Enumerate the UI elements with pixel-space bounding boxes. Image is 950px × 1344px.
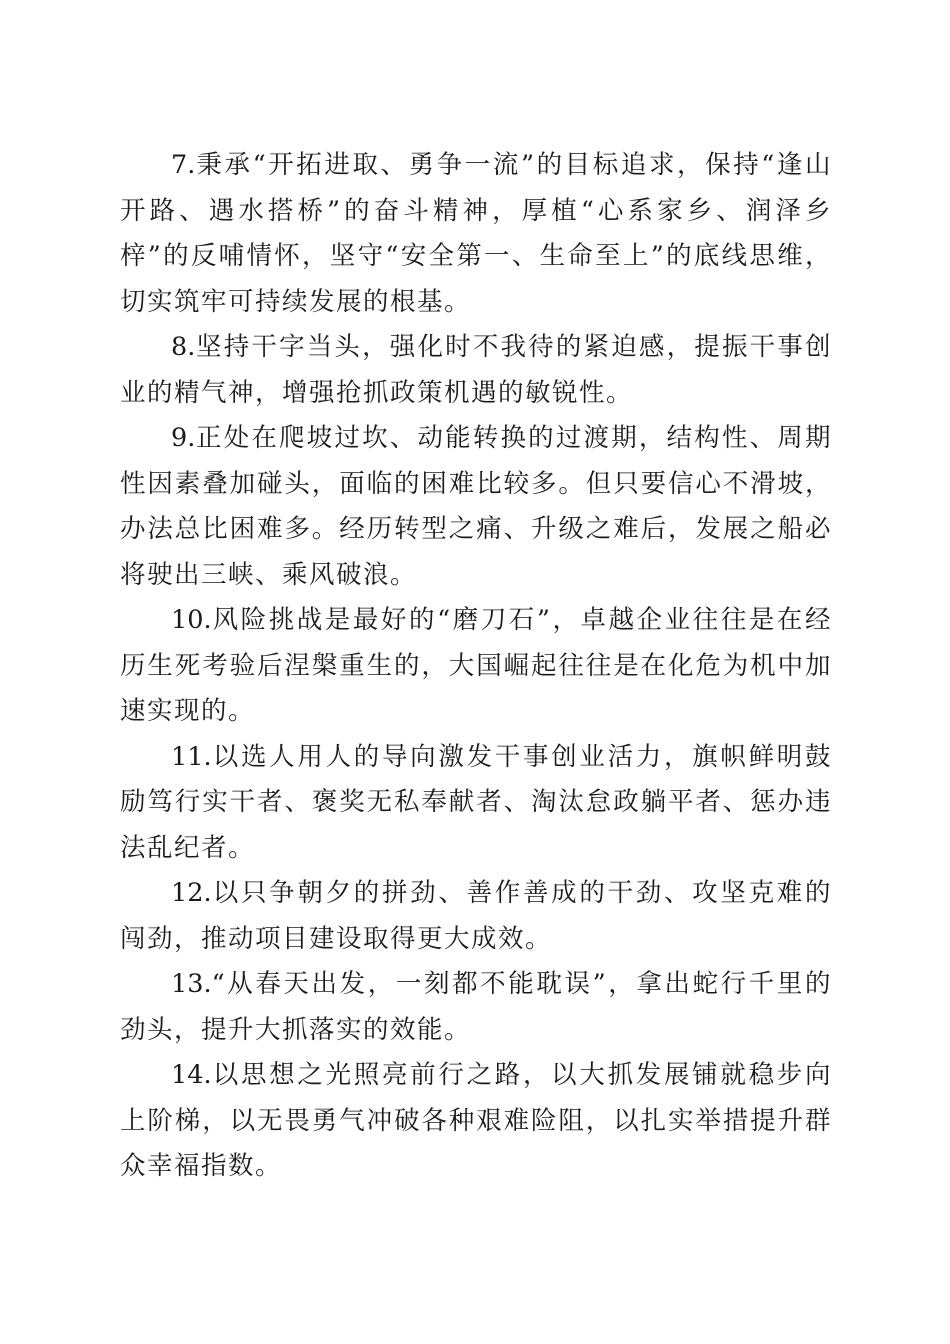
document-body — [120, 143, 832, 1190]
paragraph-text: 坚持干字当头，强化时不我待的紧迫感，提振干事创业的精气神，增强抢抓政策机遇的敏锐性。 — [120, 332, 832, 408]
paragraph-9 — [120, 416, 832, 598]
paragraph-text: 以只争朝夕的拼劲、善作善成的干劲、攻坚克难的闯劲，推动项目建设取得更大成效。 — [120, 878, 832, 954]
paragraph-11 — [120, 735, 832, 872]
paragraph-14 — [120, 1053, 832, 1190]
paragraph-text: 以选人用人的导向激发干事创业活力，旗帜鲜明鼓励笃行实干者、褒奖无私奉献者、淘汰怠政躺平者、惩办违法乱纪者。 — [120, 741, 832, 863]
paragraph-7 — [120, 143, 832, 325]
paragraph-number: 14. — [171, 1060, 212, 1090]
paragraph-number: 12. — [171, 878, 212, 908]
paragraph-text: 以思想之光照亮前行之路，以大抓发展铺就稳步向上阶梯，以无畏勇气冲破各种艰难险阻，以扎实举措提升群众幸福指数。 — [120, 1060, 832, 1181]
paragraph-text: 风险挑战是最好的“磨刀石”，卓越企业往往是在经历生死考验后涅槃重生的，大国崛起往往是在化危为机中加速实现的。 — [120, 605, 832, 726]
paragraph-12 — [120, 871, 832, 962]
paragraph-13 — [120, 962, 832, 1053]
paragraph-text: 秉承“开拓进取、勇争一流”的目标追求，保持“逢山开路、遇水搭桥”的奋斗精神，厚植“心系家乡、润泽乡梓”的反哺情怀，坚守“安全第一、生命至上”的底线思维，切实筑牢可持续发展的根基。 — [120, 150, 832, 317]
paragraph-8 — [120, 325, 832, 416]
paragraph-text: “从春天出发，一刻都不能耽误”，拿出蛇行千里的劲头，提升大抓落实的效能。 — [120, 969, 832, 1045]
paragraph-number: 11. — [171, 741, 212, 772]
paragraph-number: 13. — [171, 969, 212, 999]
paragraph-number: 9. — [171, 423, 196, 453]
paragraph-text: 正处在爬坡过坎、动能转换的过渡期，结构性、周期性因素叠加碰头，面临的困难比较多。但只要信心不滑坡，办法总比困难多。经历转型之痛、升级之难后，发展之船必将驶出三峡、乘风破浪。 — [120, 423, 832, 590]
paragraph-number: 7. — [171, 150, 196, 180]
paragraph-number: 8. — [171, 332, 196, 362]
paragraph-10 — [120, 598, 832, 735]
paragraph-number: 10. — [171, 605, 212, 635]
